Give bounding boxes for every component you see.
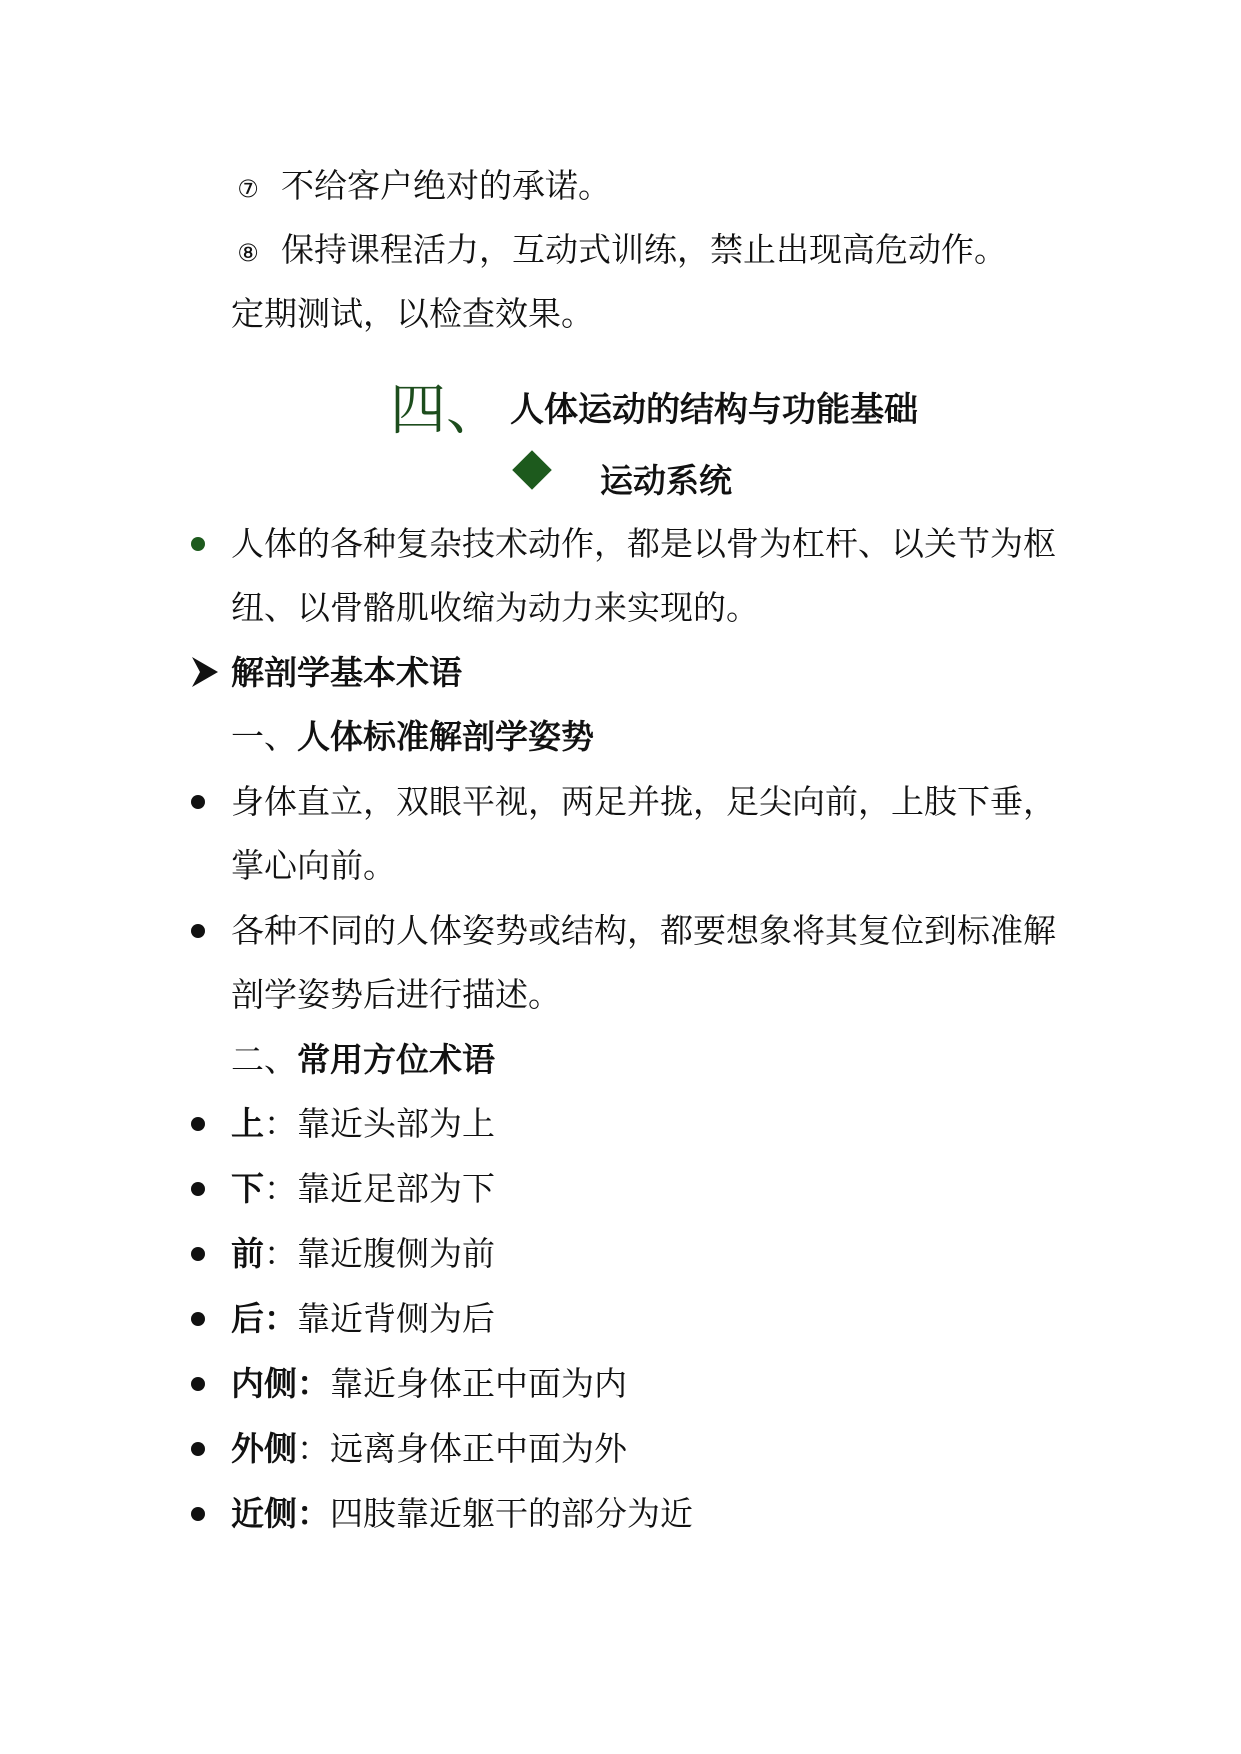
- arrow-bullet-icon: [190, 655, 220, 689]
- rule-8-marker: ⑧: [237, 239, 259, 267]
- rule-7-text: 不给客户绝对的承诺。: [281, 166, 611, 205]
- test-note: 定期测试，以检查效果。: [231, 294, 594, 333]
- term-item: [231, 1364, 627, 1404]
- rule-7: [231, 166, 611, 209]
- term-label: 后: [231, 1299, 264, 1338]
- bullet-icon: [191, 1117, 205, 1131]
- anatomy-heading: 解剖学基本术语: [231, 653, 462, 692]
- intro-line-2: 纽、以骨骼肌收缩为动力来实现的。: [231, 588, 759, 627]
- section-number: 四、: [390, 378, 502, 443]
- section-title: 人体运动的结构与功能基础: [510, 389, 918, 430]
- term-separator: ：: [264, 1299, 297, 1338]
- term-item: [231, 1429, 627, 1469]
- bullet-icon: [191, 537, 205, 551]
- term-label: 内侧: [231, 1364, 297, 1403]
- term-separator: ：: [297, 1494, 330, 1533]
- term-item: [231, 1494, 693, 1534]
- part-2-heading: [231, 1040, 495, 1080]
- diamond-bullet-icon: [512, 450, 552, 490]
- term-label: 下: [231, 1169, 264, 1208]
- term-label: 外侧: [231, 1429, 297, 1468]
- rule-7-marker: ⑦: [237, 175, 259, 203]
- rule-8: [231, 230, 1007, 273]
- term-separator: ：: [264, 1169, 297, 1208]
- term-separator: ：: [264, 1234, 297, 1273]
- bullet-icon: [191, 1247, 205, 1261]
- term-item: [231, 1234, 495, 1274]
- bullet-icon: [191, 795, 205, 809]
- part-1-number: 一、: [231, 717, 297, 756]
- rule-8-text: 保持课程活力，互动式训练，禁止出现高危动作。: [281, 230, 1007, 269]
- term-description: 远离身体正中面为外: [330, 1429, 627, 1468]
- term-description: 靠近头部为上: [297, 1104, 495, 1143]
- term-separator: ：: [297, 1429, 330, 1468]
- section-heading: [390, 366, 918, 446]
- posture-line-1: 身体直立，双眼平视，两足并拢，足尖向前，上肢下垂，: [231, 782, 1056, 821]
- bullet-icon: [191, 1377, 205, 1391]
- posture-note-line-1: 各种不同的人体姿势或结构，都要想象将其复位到标准解: [231, 911, 1056, 950]
- term-description: 四肢靠近躯干的部分为近: [330, 1494, 693, 1533]
- term-description: 靠近背侧为后: [297, 1299, 495, 1338]
- part-1-heading: [231, 717, 594, 757]
- subsection-title: 运动系统: [600, 461, 732, 500]
- term-label: 近侧: [231, 1494, 297, 1533]
- term-description: 靠近身体正中面为内: [330, 1364, 627, 1403]
- part-2-number: 二、: [231, 1040, 297, 1079]
- term-label: 上: [231, 1104, 264, 1143]
- bullet-icon: [191, 924, 205, 938]
- term-item: [231, 1104, 495, 1144]
- term-item: [231, 1169, 495, 1209]
- term-separator: ：: [297, 1364, 330, 1403]
- term-separator: ：: [264, 1104, 297, 1143]
- bullet-icon: [191, 1507, 205, 1521]
- term-description: 靠近腹侧为前: [297, 1234, 495, 1273]
- bullet-icon: [191, 1312, 205, 1326]
- posture-note-line-2: 剖学姿势后进行描述。: [231, 975, 561, 1014]
- term-description: 靠近足部为下: [297, 1169, 495, 1208]
- bullet-icon: [191, 1442, 205, 1456]
- bullet-icon: [191, 1182, 205, 1196]
- part-2-title: 常用方位术语: [297, 1040, 495, 1079]
- posture-line-2: 掌心向前。: [231, 846, 396, 885]
- intro-line-1: 人体的各种复杂技术动作，都是以骨为杠杆、以关节为枢: [231, 524, 1056, 563]
- part-1-title: 人体标准解剖学姿势: [297, 717, 594, 756]
- term-label: 前: [231, 1234, 264, 1273]
- term-item: [231, 1299, 495, 1339]
